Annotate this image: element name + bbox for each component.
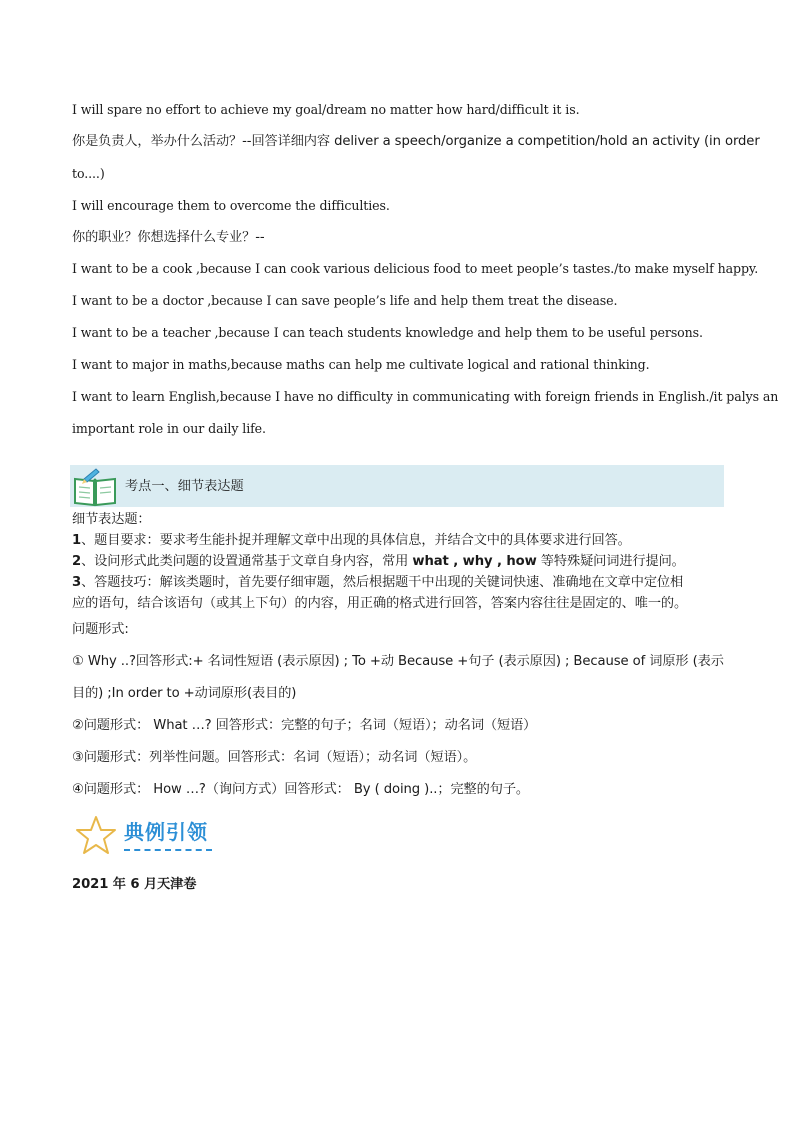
example-title-underline bbox=[124, 849, 212, 851]
text-line: I will spare no effort to achieve my goal/dream no matter how hard/difficult it is. bbox=[72, 102, 580, 117]
open-book-icon bbox=[72, 467, 118, 507]
form-heading: 问题形式: bbox=[72, 622, 129, 637]
form-item-1-cont: 目的) ;In order to +动词原形(表目的) bbox=[72, 686, 297, 701]
intro-point-3 bbox=[72, 575, 683, 591]
point-number: 2 bbox=[72, 554, 82, 569]
point-text: 、题目要求：要求考生能扑捉并理解文章中出现的具体信息，并结合文中的具体要求进行回答。 bbox=[81, 533, 631, 548]
example-title: 典例引领 bbox=[124, 820, 208, 844]
intro-point-3-cont: 应的语句，结合该语句（或其上下句）的内容，用正确的格式进行回答，答案内容往往是固定的、唯一的。 bbox=[72, 596, 688, 611]
question-words: what , why , how bbox=[412, 554, 537, 569]
section-title: 考点一、细节表达题 bbox=[125, 479, 244, 494]
text-line: I want to major in maths,because maths can help me cultivate logical and rational thinking. bbox=[72, 357, 650, 372]
point-text: 等特殊疑问词进行提问。 bbox=[536, 554, 685, 569]
form-item-3: ③问题形式：列举性问题。回答形式：名词（短语）；动名词（短语）。 bbox=[72, 750, 477, 765]
point-number: 1 bbox=[72, 533, 82, 548]
point-text: 、答题技巧：解该类题时，首先要仔细审题，然后根据题干中出现的关键词快速、准确地在文章中定位相 bbox=[81, 575, 684, 590]
text-line: to....) bbox=[72, 166, 105, 181]
point-text: 、设问形式此类问题的设置通常基于文章自身内容，常用 bbox=[81, 554, 413, 569]
intro-point-1 bbox=[72, 533, 631, 549]
text-line: I want to be a teacher ,because I can teach students knowledge and help them to be useful persons. bbox=[72, 325, 703, 340]
text-line: I want to be a cook ,because I can cook various delicious food to meet people’s tastes./to make myself happy. bbox=[72, 261, 759, 276]
form-item-2: ②问题形式： What …? 回答形式：完整的句子；名词（短语）；动名词（短语） bbox=[72, 718, 537, 733]
example-source: 2021 年 6 月天津卷 bbox=[72, 877, 197, 892]
star-icon bbox=[74, 815, 118, 855]
intro-heading: 细节表达题： bbox=[72, 512, 151, 527]
form-item-4: ④问题形式： How …?（询问方式）回答形式： By ( doing )..；完整的句子。 bbox=[72, 782, 529, 797]
text-line: important role in our daily life. bbox=[72, 421, 266, 436]
text-line: 你的职业？你想选择什么专业？-- bbox=[72, 230, 265, 245]
text-line: I will encourage them to overcome the difficulties. bbox=[72, 198, 390, 213]
text-line: 你是负责人，举办什么活动？--回答详细内容 deliver a speech/organize a competition/hold an activity (in order bbox=[72, 134, 760, 149]
point-number: 3 bbox=[72, 575, 82, 590]
intro-point-2 bbox=[72, 554, 685, 570]
form-item-1: ① Why ..?回答形式:+ 名词性短语 (表示原因) ; To +动 Because +句子 (表示原因) ; Because of 词原形 (表示 bbox=[72, 654, 724, 669]
text-line: I want to learn English,because I have no difficulty in communicating with foreign friends in English./it palys an bbox=[72, 389, 779, 404]
text-line: I want to be a doctor ,because I can save people’s life and help them treat the disease. bbox=[72, 293, 618, 308]
